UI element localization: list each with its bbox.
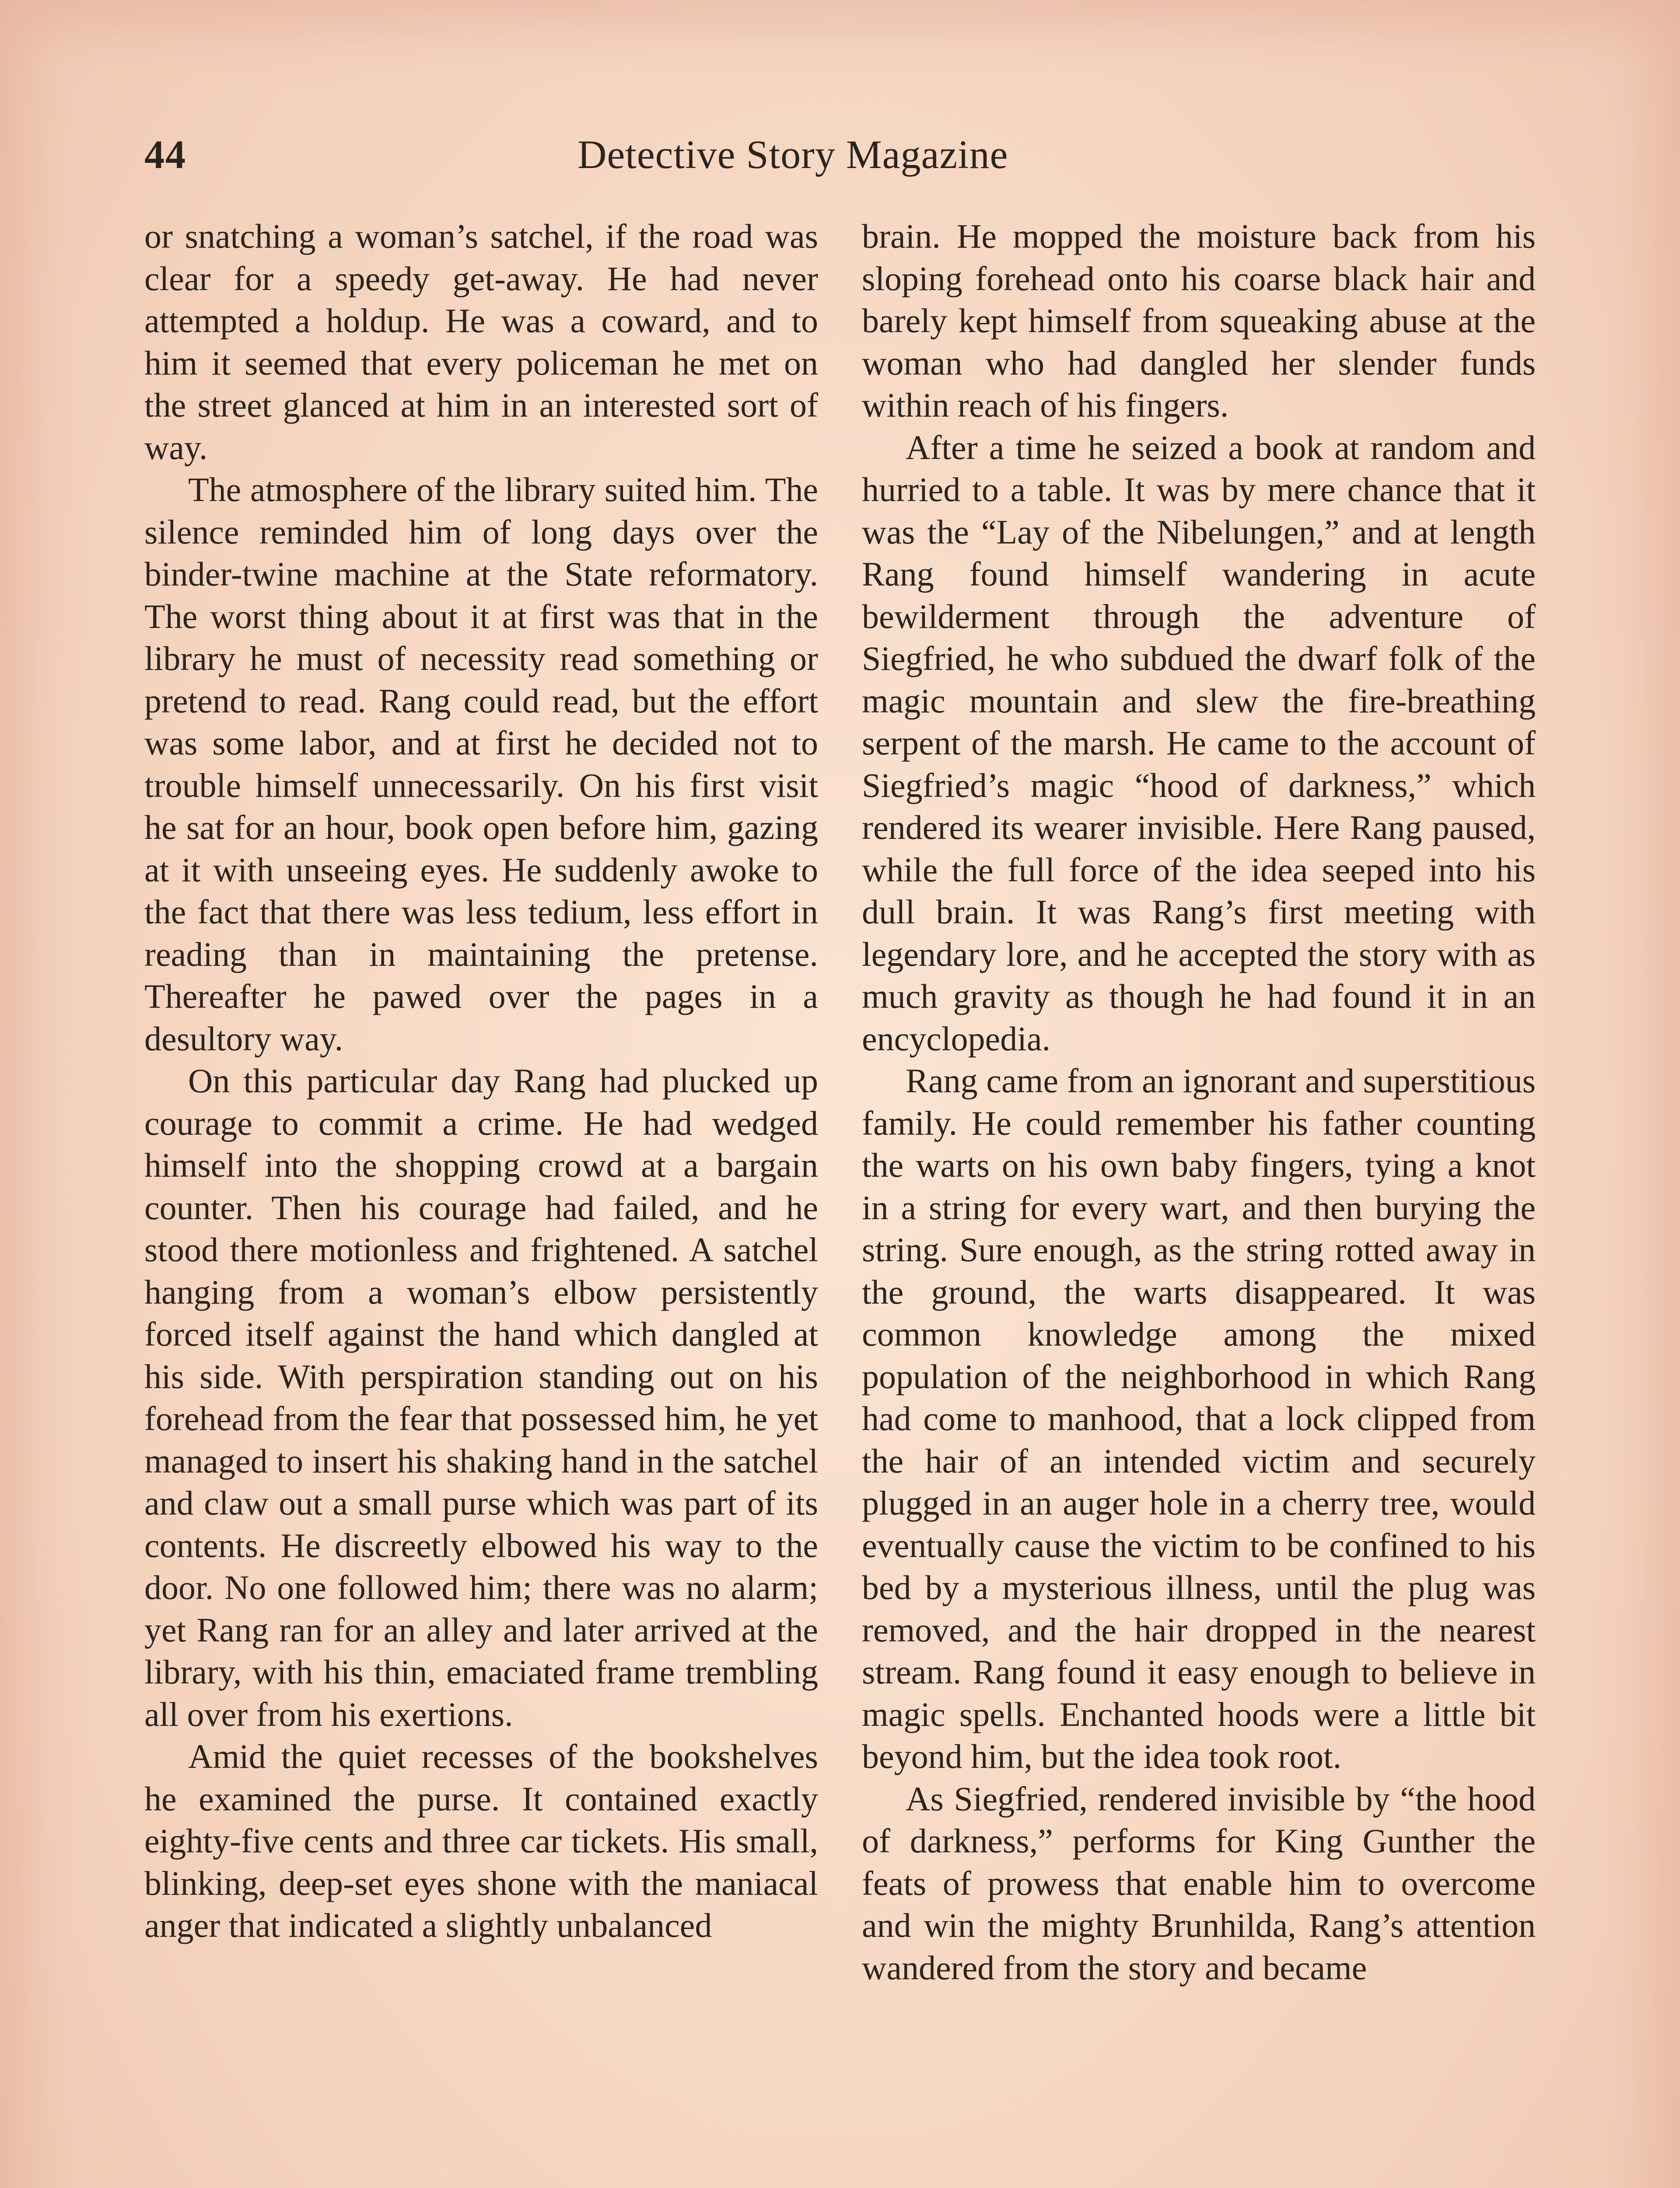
paragraph: On this particular day Rang had plucked up courage to commit a crime. He had wedged himself into the shopping crowd at a bargain counter. Then his courage had failed, and he stood there motionless and frightened. A satchel hanging from a woman’s elbow persistently forced itself against the hand which dangled at his side. With perspiration standing out on his forehead from the fear that possessed him, he yet managed to insert his shaking hand in the satchel and claw out a small purse which was part of its contents. He discreetly elbowed his way to the door. No one followed him; there was no alarm; yet Rang ran for an alley and later arrived at the library, with his thin, emaciated frame trembling all over from his exertions. — [144, 1062, 818, 1733]
page-header — [144, 131, 1544, 188]
paragraph: As Siegfried, rendered invisible by “the hood of darkness,” performs for King Gunther the feats of prowess that enable him to overcome and win the mighty Brunhilda, Rang’s attention wandered from the story and became — [862, 1779, 1536, 1987]
running-title: Detective Story Magazine — [578, 132, 1008, 177]
paragraph: After a time he seized a book at random and hurried to a table. It was by mere chance that it was the “Lay of the Nibelungen,” and at length Rang found himself wandering in acute bewilderment through the adventure of Siegfried, he who subdued the dwarf folk of the magic mountain and slew the fire-breathing serpent of the marsh. He came to the account of Siegfried’s magic “hood of darkness,” which rendered its wearer invisible. Here Rang paused, while the full force of the idea seeped into his dull brain. It was Rang’s first meeting with legendary lore, and he accepted the story with as much gravity as though he had found it in an encyclopedia. — [862, 428, 1536, 1058]
page-number: 44 — [144, 132, 186, 177]
paragraph: The atmosphere of the library suited him. The silence reminded him of long days over the binder-twine machine at the State reformatory. The worst thing about it at first was that in the library he must of necessity read something or pretend to read. Rang could read, but the effort was some labor, and at first he decided not to trouble himself unnecessarily. On his first visit he sat for an hour, book open before him, gazing at it with unseeing eyes. He suddenly awoke to the fact that there was less tedium, less effort in reading than in maintaining the pretense. Thereafter he pawed over the pages in a desultory way. — [144, 470, 818, 1058]
paragraph: Rang came from an ignorant and superstitious family. He could remember his father counting the warts on his own baby fingers, tying a knot in a string for every wart, and then burying the string. Sure enough, as the string rotted away in the ground, the warts disappeared. It was common knowledge among the mixed population of the neighborhood in which Rang had come to manhood, that a lock clipped from the hair of an intended victim and securely plugged in an auger hole in a cherry tree, would eventually cause the victim to be confined to his bed by a mysterious illness, until the plug was removed, and the hair dropped in the nearest stream. Rang found it easy enough to believe in magic spells. Enchanted hoods were a little bit beyond him, but the idea took root. — [862, 1062, 1536, 1775]
paragraph: or snatching a woman’s satchel, if the road was clear for a speedy get-away. He had never attempted a holdup. He was a coward, and to him it seemed that every policeman he met on the street glanced at him in an interested sort of way. — [144, 217, 818, 466]
paragraph: Amid the quiet recesses of the bookshelves he examined the purse. It contained exactly eighty-five cents and three car tickets. His small, blinking, deep-set eyes shone with the maniacal anger that indicated a slightly unbalanced — [144, 1737, 818, 1944]
paragraph: brain. He mopped the moisture back from his sloping forehead onto his coarse black hair and barely kept himself from squeaking abuse at the woman who had dangled her slender funds within reach of his fingers. — [862, 217, 1536, 424]
left-column — [144, 215, 818, 1947]
right-column — [862, 215, 1536, 1989]
